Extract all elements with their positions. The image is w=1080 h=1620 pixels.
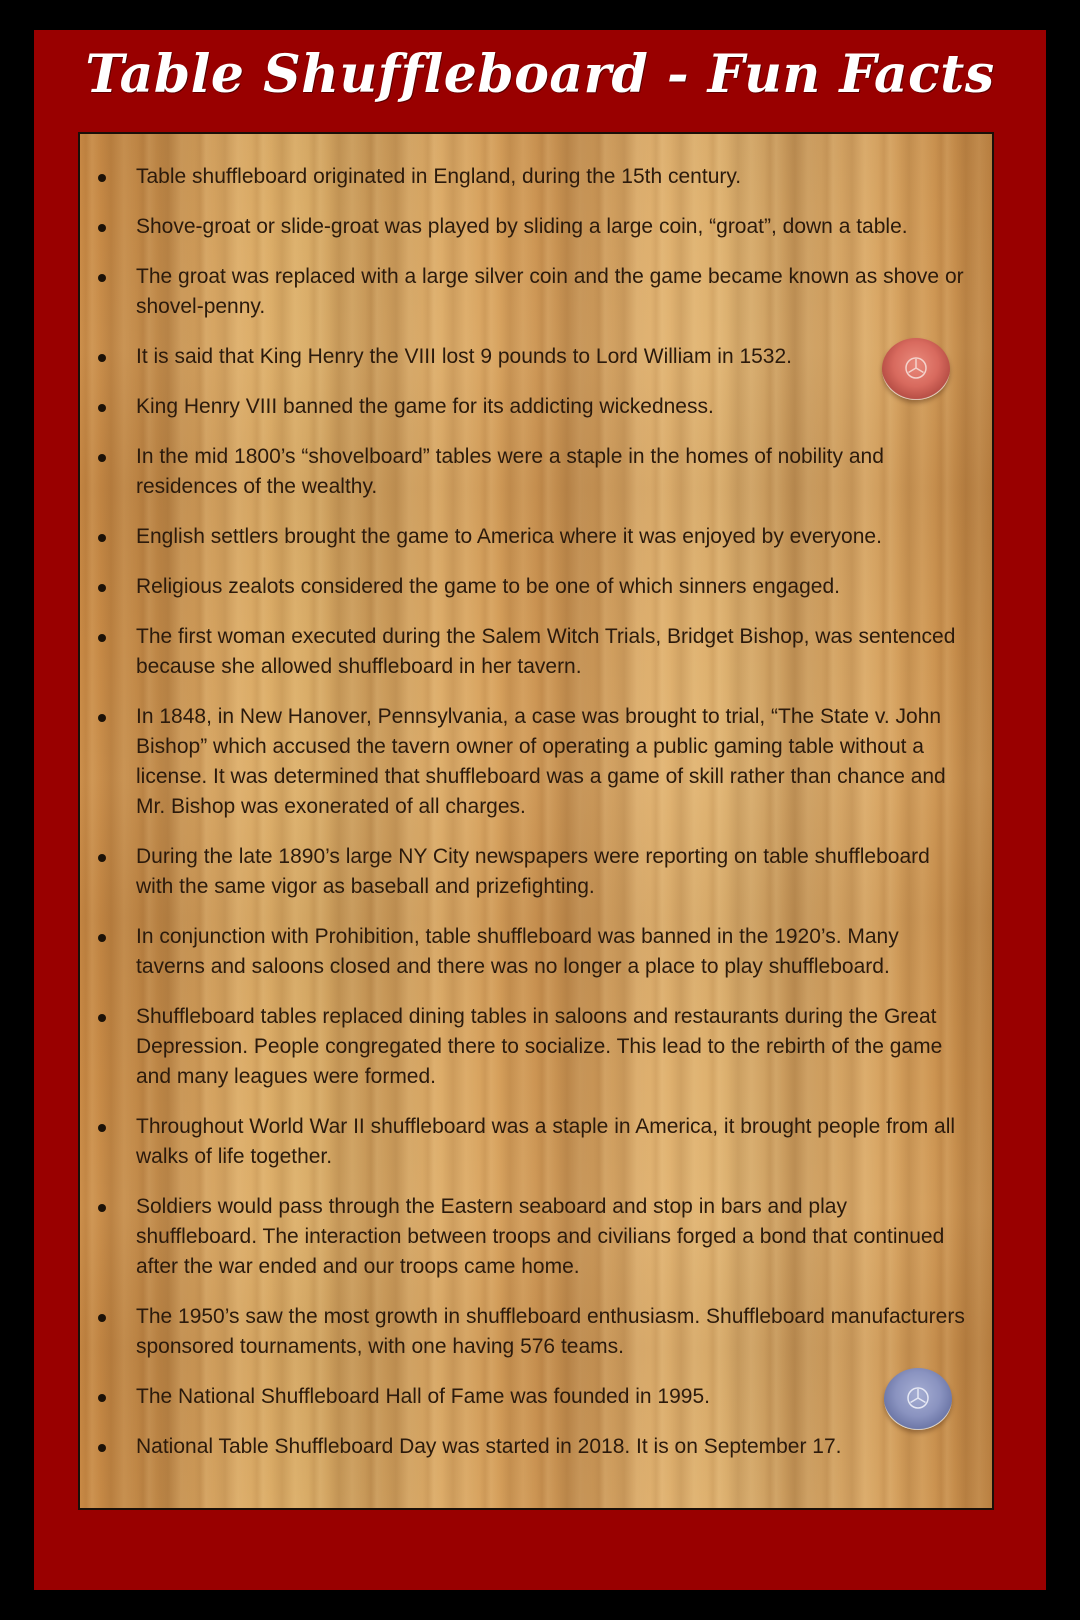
bullet-icon <box>98 224 106 232</box>
list-item <box>90 842 970 902</box>
list-item <box>90 392 970 422</box>
fact-text: Shuffleboard tables replaced dining tables in saloons and restaurants during the Great Depression. People congregated there to socialize. This lead to the rebirth of the game and many leagues were formed. <box>136 1005 943 1088</box>
bullet-icon <box>98 1204 106 1212</box>
list-item <box>90 342 970 372</box>
list-item <box>90 442 970 502</box>
list-item <box>90 262 970 322</box>
page-title: Table Shuffleboard - Fun Facts <box>85 44 995 105</box>
bullet-icon <box>98 934 106 942</box>
bullet-icon <box>98 634 106 642</box>
fact-text: The first woman executed during the Salem Witch Trials, Bridget Bishop, was sentenced because she allowed shuffleboard in her tavern. <box>136 625 956 678</box>
fact-text: King Henry VIII banned the game for its addicting wickedness. <box>136 395 714 418</box>
fact-text: English settlers brought the game to America where it was enjoyed by everyone. <box>136 525 882 548</box>
facts-list <box>90 162 970 1482</box>
fact-text: National Table Shuffleboard Day was started in 2018. It is on September 17. <box>136 1435 842 1458</box>
bullet-icon <box>98 1124 106 1132</box>
fact-text: During the late 1890’s large NY City newspapers were reporting on table shuffleboard with the same vigor as baseball and prizefighting. <box>136 845 930 898</box>
list-item <box>90 1382 970 1412</box>
fact-text: In the mid 1800’s “shovelboard” tables were a staple in the homes of nobility and residences of the wealthy. <box>136 445 884 498</box>
fact-text: Soldiers would pass through the Eastern seaboard and stop in bars and play shuffleboard. The interaction between troops and civilians forged a bond that continued after the war ended and our troops came home. <box>136 1195 945 1278</box>
fact-text: Table shuffleboard originated in England, during the 15th century. <box>136 165 742 188</box>
list-item <box>90 1002 970 1092</box>
list-item <box>90 622 970 682</box>
fact-text: Religious zealots considered the game to be one of which sinners engaged. <box>136 575 840 598</box>
bullet-icon <box>98 854 106 862</box>
list-item <box>90 702 970 822</box>
fact-text: It is said that King Henry the VIII lost 9 pounds to Lord William in 1532. <box>136 345 793 368</box>
list-item <box>90 1302 970 1362</box>
list-item <box>90 522 970 552</box>
list-item <box>90 922 970 982</box>
bullet-icon <box>98 174 106 182</box>
shuffleboard-puck-red-icon <box>882 338 950 400</box>
bullet-icon <box>98 1014 106 1022</box>
fact-text: The National Shuffleboard Hall of Fame was founded in 1995. <box>136 1385 710 1408</box>
fact-text: The 1950’s saw the most growth in shuffleboard enthusiasm. Shuffleboard manufacturers sponsored tournaments, with one having 576 teams. <box>136 1305 965 1358</box>
shuffleboard-puck-blue-icon <box>884 1368 952 1430</box>
fact-text: In conjunction with Prohibition, table shuffleboard was banned in the 1920’s. Many taverns and saloons closed and there was no longer a place to play shuffleboard. <box>136 925 899 978</box>
bullet-icon <box>98 354 106 362</box>
bullet-icon <box>98 274 106 282</box>
fact-text: In 1848, in New Hanover, Pennsylvania, a case was brought to trial, “The State v. John Bishop” which accused the tavern owner of operating a public gaming table without a license. It was determined that shuffleboard was a game of skill rather than chance and Mr. Bishop was exonerated of all charges. <box>136 705 946 818</box>
list-item <box>90 572 970 602</box>
fact-text: Throughout World War II shuffleboard was a staple in America, it brought people from all walks of life together. <box>136 1115 956 1168</box>
bullet-icon <box>98 714 106 722</box>
bullet-icon <box>98 454 106 462</box>
bullet-icon <box>98 1394 106 1402</box>
list-item <box>90 1112 970 1172</box>
bullet-icon <box>98 404 106 412</box>
list-item <box>90 1192 970 1282</box>
bullet-icon <box>98 584 106 592</box>
bullet-icon <box>98 534 106 542</box>
puck-emblem-icon <box>906 1386 930 1410</box>
fact-text: Shove-groat or slide-groat was played by sliding a large coin, “groat”, down a table. <box>136 215 908 238</box>
list-item <box>90 1432 970 1462</box>
puck-emblem-icon <box>904 356 928 380</box>
bullet-icon <box>98 1444 106 1452</box>
list-item <box>90 212 970 242</box>
fact-text: The groat was replaced with a large silver coin and the game became known as shove or shovel-penny. <box>136 265 964 318</box>
list-item <box>90 162 970 192</box>
bullet-icon <box>98 1314 106 1322</box>
